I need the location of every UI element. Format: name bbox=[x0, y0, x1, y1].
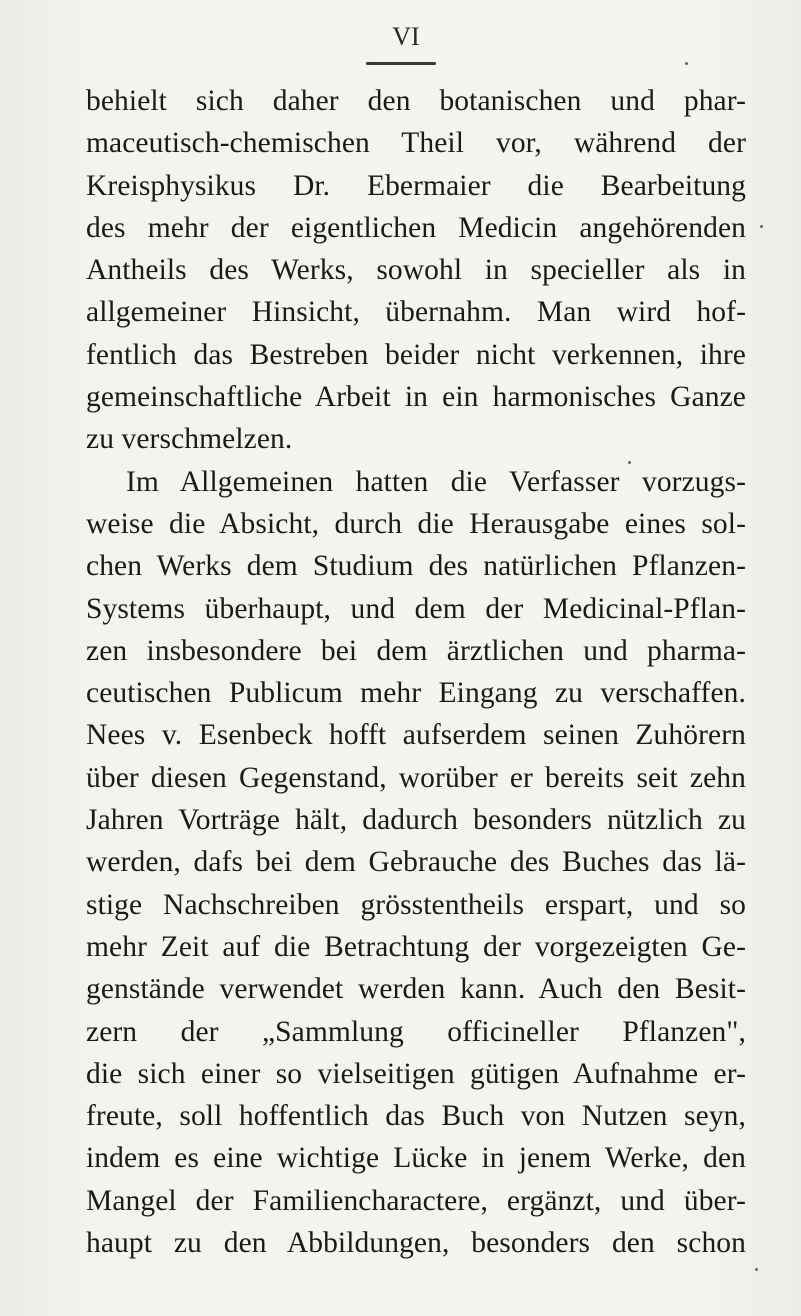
page-number: VI bbox=[392, 22, 420, 51]
text-line: Mangel der Familiencharactere, ergänzt, und über- bbox=[86, 1184, 746, 1217]
text-line: gemeinschaftliche Arbeit in ein harmonisches Ganze bbox=[86, 381, 746, 414]
text-line: werden, dafs bei dem Gebrauche des Buches das lä- bbox=[86, 846, 746, 879]
text-line: genstände verwendet werden kann. Auch den Besit- bbox=[86, 973, 746, 1006]
text-line: chen Werks dem Studium des natürlichen Pflanzen- bbox=[86, 550, 746, 583]
paper-speck bbox=[755, 1268, 758, 1271]
text-line: über diesen Gegenstand, worüber er bereits seit zehn bbox=[86, 761, 746, 794]
text-line: Im Allgemeinen hatten die Verfasser vorzugs- bbox=[126, 465, 746, 498]
text-line: zu verschmelzen. bbox=[86, 423, 293, 456]
text-line: Antheils des Werks, sowohl in specieller als in bbox=[86, 254, 746, 287]
text-line: behielt sich daher den botanischen und phar- bbox=[86, 85, 746, 117]
text-line: ceutischen Publicum mehr Eingang zu verschaffen. bbox=[86, 677, 746, 710]
paper-speck bbox=[628, 461, 631, 464]
text-line: indem es eine wichtige Lücke in jenem Werke, den bbox=[86, 1142, 746, 1175]
text-line: zen insbesondere bei dem ärztlichen und pharma- bbox=[86, 634, 746, 667]
paper-speck bbox=[760, 225, 763, 228]
text-line: Kreisphysikus Dr. Ebermaier die Bearbeitung bbox=[86, 169, 746, 202]
text-line: freute, soll hoffentlich das Buch von Nutzen seyn, bbox=[86, 1100, 746, 1133]
text-line: Jahren Vorträge hält, dadurch besonders nützlich zu bbox=[86, 804, 746, 837]
text-line: zern der „Sammlung officineller Pflanzen", bbox=[86, 1015, 746, 1048]
text-line: allgemeiner Hinsicht, übernahm. Man wird hof- bbox=[86, 296, 746, 329]
text-line: Nees v. Esenbeck hofft aufserdem seinen Zuhörern bbox=[86, 719, 746, 752]
text-line: die sich einer so vielseitigen gütigen Aufnahme er- bbox=[86, 1057, 746, 1090]
text-line: weise die Absicht, durch die Herausgabe eines sol- bbox=[86, 507, 746, 540]
header-rule bbox=[366, 62, 436, 65]
text-line: des mehr der eigentlichen Medicin angehörenden bbox=[86, 211, 746, 244]
text-line: haupt zu den Abbildungen, besonders den schon bbox=[86, 1227, 746, 1260]
body-text bbox=[86, 80, 746, 1264]
text-line: fentlich das Bestreben beider nicht verkennen, ihre bbox=[86, 338, 746, 371]
text-line: Systems überhaupt, und dem der Medicinal-Pflan- bbox=[86, 592, 746, 625]
text-line: maceutisch-chemischen Theil vor, während der bbox=[86, 127, 746, 160]
paper-speck bbox=[685, 62, 688, 65]
text-line: stige Nachschreiben grösstentheils erspart, und so bbox=[86, 888, 746, 921]
text-line: mehr Zeit auf die Betrachtung der vorgezeigten Ge- bbox=[86, 930, 746, 963]
